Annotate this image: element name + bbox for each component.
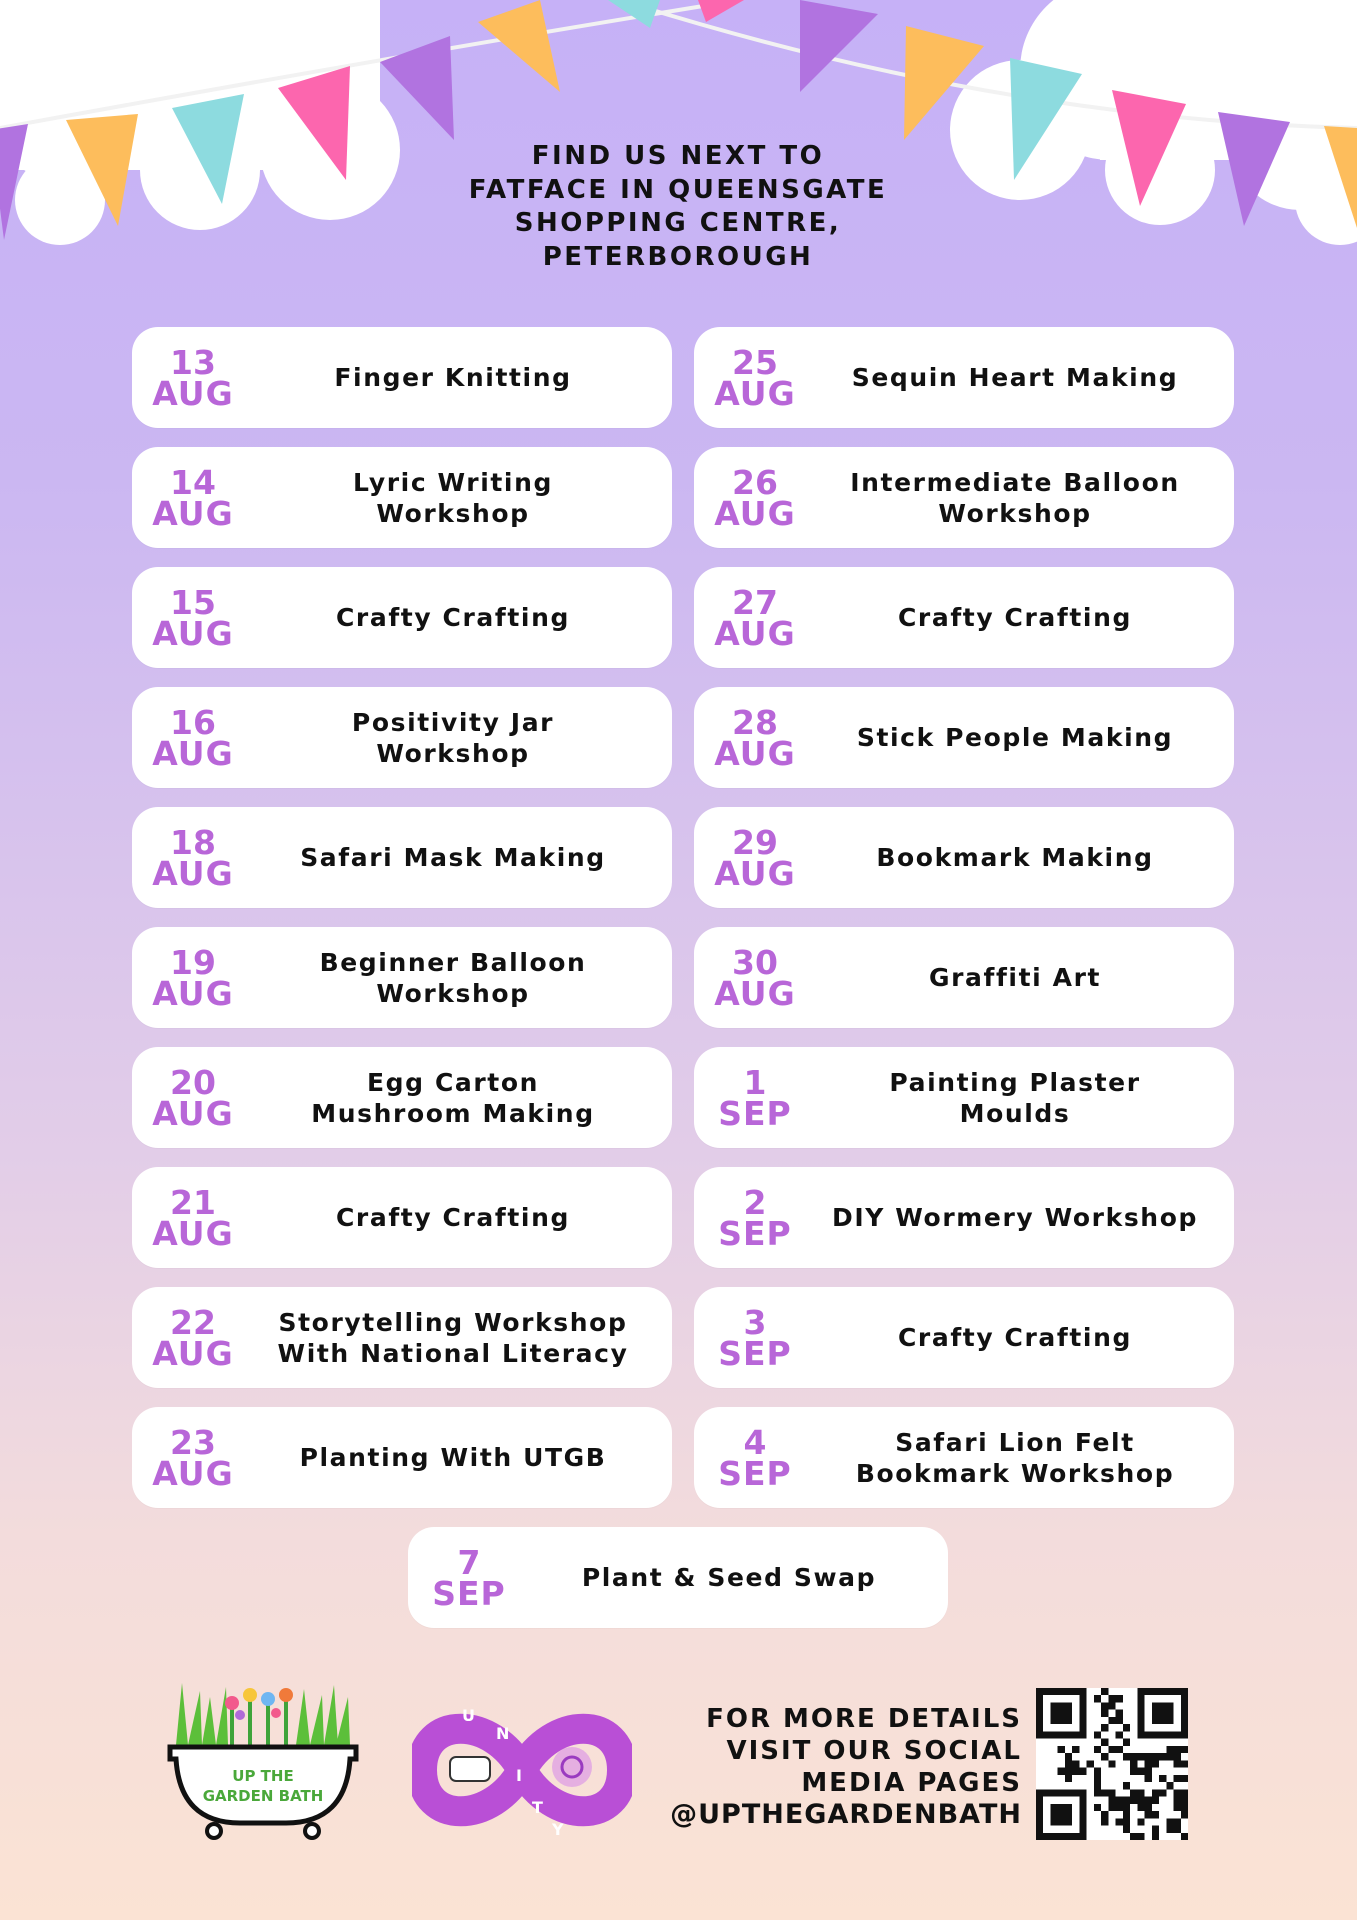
event-day: 28 bbox=[732, 702, 778, 742]
event-date bbox=[132, 687, 254, 788]
event-card bbox=[694, 927, 1234, 1028]
event-day: 16 bbox=[170, 702, 216, 742]
event-card bbox=[694, 1287, 1234, 1388]
event-date bbox=[694, 927, 816, 1028]
social-line: MEDIA PAGES bbox=[801, 1768, 1022, 1798]
event-day: 27 bbox=[732, 582, 778, 622]
event-month: AUG bbox=[152, 373, 234, 413]
event-title: Safari Lion Felt Bookmark Workshop bbox=[855, 1427, 1175, 1488]
event-day: 19 bbox=[170, 942, 216, 982]
event-date bbox=[132, 447, 254, 548]
event-month: SEP bbox=[718, 1333, 792, 1373]
flowers-icon bbox=[225, 1688, 293, 1745]
event-date bbox=[132, 927, 254, 1028]
event-date bbox=[132, 327, 254, 428]
event-day: 29 bbox=[732, 822, 778, 862]
event-month: SEP bbox=[718, 1453, 792, 1493]
event-month: AUG bbox=[152, 1213, 234, 1253]
location-heading bbox=[378, 140, 978, 274]
social-info bbox=[660, 1703, 1022, 1831]
event-day: 26 bbox=[732, 462, 778, 502]
event-day: 14 bbox=[170, 462, 216, 502]
event-month: AUG bbox=[714, 373, 796, 413]
event-title: Crafty Crafting bbox=[897, 603, 1132, 632]
final-event-card bbox=[408, 1527, 948, 1628]
event-date bbox=[694, 687, 816, 788]
grass-icon bbox=[176, 1683, 350, 1745]
event-day: 1 bbox=[743, 1062, 767, 1102]
event-date bbox=[408, 1527, 530, 1628]
event-day: 2 bbox=[743, 1182, 767, 1222]
event-title: Crafty Crafting bbox=[897, 1323, 1132, 1352]
event-title: Safari Mask Making bbox=[300, 843, 606, 872]
event-day: 18 bbox=[170, 822, 216, 862]
event-day: 22 bbox=[170, 1302, 216, 1342]
event-card bbox=[132, 927, 672, 1028]
event-day: 25 bbox=[732, 342, 778, 382]
unity-letter: U bbox=[462, 1706, 475, 1725]
event-date bbox=[132, 1407, 254, 1508]
event-card bbox=[132, 1047, 672, 1148]
event-date bbox=[132, 1047, 254, 1148]
unity-letter: T bbox=[532, 1798, 543, 1817]
event-card bbox=[694, 1167, 1234, 1268]
event-card bbox=[694, 687, 1234, 788]
event-month: AUG bbox=[152, 1333, 234, 1373]
event-title: Graffiti Art bbox=[928, 963, 1102, 992]
event-day: 21 bbox=[170, 1182, 216, 1222]
event-card bbox=[132, 1407, 672, 1508]
event-card bbox=[132, 1287, 672, 1388]
garden-logo-line: GARDEN BATH bbox=[202, 1787, 324, 1805]
event-title: Beginner Balloon Workshop bbox=[319, 947, 587, 1008]
event-date bbox=[132, 1287, 254, 1388]
social-handle: @UPTHEGARDENBATH bbox=[670, 1799, 1022, 1830]
event-day: 30 bbox=[732, 942, 778, 982]
location-line: FATFACE IN QUEENSGATE bbox=[468, 174, 888, 205]
event-date bbox=[694, 807, 816, 908]
event-month: AUG bbox=[714, 733, 796, 773]
event-title: Bookmark Making bbox=[876, 843, 1154, 872]
event-title: Planting With UTGB bbox=[299, 1443, 607, 1472]
event-month: AUG bbox=[152, 613, 234, 653]
event-day: 15 bbox=[170, 582, 216, 622]
event-date bbox=[694, 447, 816, 548]
event-day: 20 bbox=[170, 1062, 216, 1102]
event-title: Positivity Jar Workshop bbox=[351, 707, 555, 768]
event-date bbox=[694, 1407, 816, 1508]
event-date bbox=[132, 567, 254, 668]
search-icon bbox=[552, 1747, 592, 1787]
location-line: PETERBOROUGH bbox=[542, 241, 814, 272]
event-card bbox=[132, 1167, 672, 1268]
event-date bbox=[694, 327, 816, 428]
event-card bbox=[694, 327, 1234, 428]
event-title: Storytelling Workshop With National Literacy bbox=[277, 1307, 629, 1368]
event-date bbox=[694, 567, 816, 668]
unity-letter: N bbox=[496, 1724, 510, 1743]
event-card bbox=[132, 567, 672, 668]
event-month: SEP bbox=[718, 1213, 792, 1253]
event-day: 7 bbox=[457, 1542, 481, 1582]
event-date bbox=[132, 1167, 254, 1268]
event-month: AUG bbox=[152, 1093, 234, 1133]
event-card bbox=[132, 807, 672, 908]
event-month: AUG bbox=[714, 973, 796, 1013]
social-line: VISIT OUR SOCIAL bbox=[726, 1736, 1022, 1766]
event-title: Finger Knitting bbox=[334, 363, 572, 392]
event-card bbox=[694, 447, 1234, 548]
event-month: AUG bbox=[152, 973, 234, 1013]
event-card bbox=[694, 1047, 1234, 1148]
event-month: SEP bbox=[718, 1093, 792, 1133]
event-month: AUG bbox=[152, 733, 234, 773]
garden-bath-logo bbox=[166, 1683, 360, 1843]
event-title: Stick People Making bbox=[856, 723, 1174, 752]
event-date bbox=[694, 1167, 816, 1268]
event-date bbox=[132, 807, 254, 908]
event-date bbox=[694, 1287, 816, 1388]
event-month: AUG bbox=[714, 853, 796, 893]
location-line: SHOPPING CENTRE, bbox=[514, 208, 842, 238]
event-day: 3 bbox=[743, 1302, 767, 1342]
location-line: FIND US NEXT TO bbox=[531, 141, 825, 171]
event-day: 4 bbox=[743, 1422, 767, 1462]
event-day: 23 bbox=[170, 1422, 216, 1462]
garden-logo-line: UP THE bbox=[232, 1767, 294, 1785]
event-card bbox=[694, 1407, 1234, 1508]
event-date bbox=[694, 1047, 816, 1148]
event-title: Intermediate Balloon Workshop bbox=[850, 467, 1180, 528]
event-month: SEP bbox=[432, 1573, 506, 1613]
event-title: DIY Wormery Workshop bbox=[832, 1203, 1198, 1232]
event-title: Painting Plaster Moulds bbox=[889, 1067, 1141, 1128]
event-title: Lyric Writing Workshop bbox=[353, 467, 553, 528]
event-title: Plant & Seed Swap bbox=[581, 1563, 877, 1592]
event-title: Sequin Heart Making bbox=[851, 363, 1179, 392]
social-line: FOR MORE DETAILS bbox=[706, 1704, 1022, 1734]
unity-letter: I bbox=[516, 1766, 522, 1785]
unity-letter: Y bbox=[552, 1820, 564, 1839]
event-card bbox=[132, 447, 672, 548]
bathtub-icon bbox=[170, 1747, 356, 1823]
event-month: AUG bbox=[152, 853, 234, 893]
event-month: AUG bbox=[152, 493, 234, 533]
event-card bbox=[694, 807, 1234, 908]
event-title: Egg Carton Mushroom Making bbox=[311, 1067, 595, 1128]
event-card bbox=[694, 567, 1234, 668]
unity-logo bbox=[412, 1695, 632, 1845]
event-card bbox=[132, 687, 672, 788]
event-month: AUG bbox=[714, 613, 796, 653]
event-card bbox=[132, 327, 672, 428]
event-title: Crafty Crafting bbox=[335, 1203, 570, 1232]
event-title: Crafty Crafting bbox=[335, 603, 570, 632]
qr-code-icon[interactable] bbox=[1036, 1688, 1188, 1840]
event-schedule bbox=[132, 327, 1234, 1508]
event-day: 13 bbox=[170, 342, 216, 382]
event-month: AUG bbox=[152, 1453, 234, 1493]
bathtub-icon bbox=[450, 1757, 490, 1781]
event-month: AUG bbox=[714, 493, 796, 533]
